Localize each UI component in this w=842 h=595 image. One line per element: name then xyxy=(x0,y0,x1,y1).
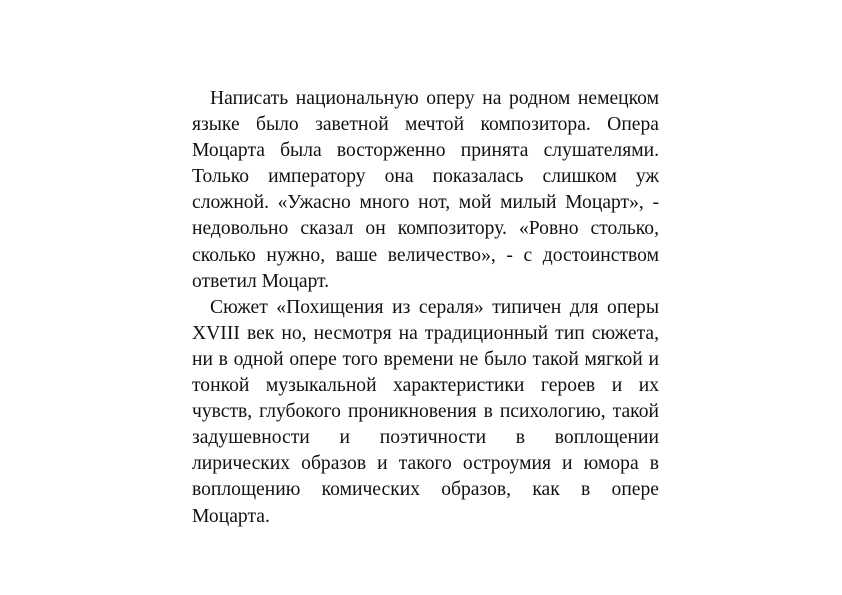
paragraph-2: Сюжет «Похищения из сераля» типичен для оперы XVIII век но, несмотря на традиционный тип сюжета, ни в одной опере того времени не было такой мягкой и тонкой музыкальной характеристики героев и их чувств, глубокого проникновения в психологию, такой задушевности и поэтичности в воплощении лирических образов и такого остроумия и юмора в воплощению комических образов, как в опере Моцарта. xyxy=(192,296,659,527)
paragraph-1: Написать национальную оперу на родном немецком языке было заветной мечтой композитора. Опера Моцарта была восторженно принята слушателями. Только императору она показалась слишком уж сложной. «Ужасно много нот, мой милый Моцарт», - недовольно сказал он композитору. «Ровно столько, сколько нужно, ваше величество», - с достоинством ответил Моцарт. xyxy=(192,88,659,292)
text-block xyxy=(192,86,659,530)
